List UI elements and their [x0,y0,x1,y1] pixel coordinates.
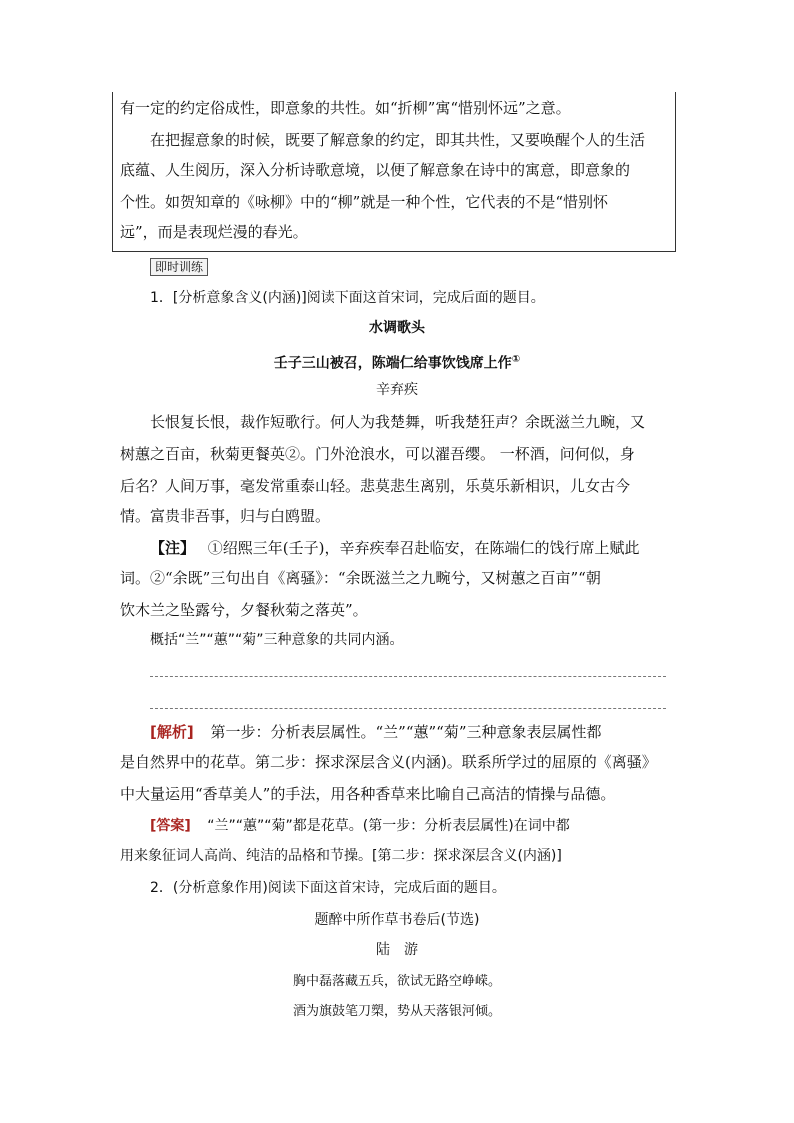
poem-line-4: 情。富贵非吾事，归与白鸥盟。 [120,507,331,525]
poem-author: 辛弃疾 [376,382,418,398]
note-label: 【注】 [150,539,196,557]
box-line-3: 底蕴、人生阅历，深入分析诗歌意境，以便了解意象在诗中的寓意，即意象的 [120,161,631,179]
poem-line-2: 树蕙之百亩，秋菊更餐英②。门外沧浪水，可以濯吾缨。 一杯酒，问何似，身 [120,445,635,463]
analysis-line-3: 中大量运用“香草美人”的手法，用各种香草来比喻自己高洁的情操与品德。 [120,785,616,803]
answer-blank-line-1 [150,676,666,677]
question-1-prompt: 1．[分析意象含义(内涵)]阅读下面这首宋词，完成后面的题目。 [150,290,545,306]
note-line-1: ①绍熙三年(壬子)，辛弃疾奉召赴临安，在陈端仁的饯行席上赋此 [207,539,640,557]
poem-line-3: 后名？人间万事，毫发常重泰山轻。悲莫悲生离别，乐莫乐新相识，儿女古今 [120,477,631,495]
poem-2-author: 陆 游 [376,942,418,958]
box-line-2: 在把握意象的时候，既要了解意象的约定，即其共性，又要唤醒个人的生活 [150,131,646,149]
answer-line-1: “兰”“蕙”“菊”都是花草。(第一步：分析表层属性)在词中都 [207,818,570,834]
poem-2-line-2: 酒为旗鼓笔刀槊，势从天落银河倾。 [292,1004,501,1019]
answer-label: [答案] [150,818,191,834]
poem-line-1: 长恨复长恨，裁作短歌行。何人为我楚舞，听我楚狂声？余既滋兰九畹，又 [150,413,646,431]
answer-line-2: 用来象征词人高尚、纯洁的品格和节操。[第二步：探求深层含义(内涵)] [120,848,562,864]
question-1-ask: 概括“兰”“蕙”“菊”三种意象的共同内涵。 [150,632,404,648]
answer-blank-line-2 [150,708,666,709]
box-line-4: 个性。如贺知章的《咏柳》中的“柳”就是一种个性，它代表的不是“惜别怀 [120,193,609,211]
analysis-line-2: 是自然界中的花草。第二步：探求深层含义(内涵)。联系所学过的屈原的《离骚》 [120,753,657,771]
question-2-prompt: 2．(分析意象作用)阅读下面这首宋诗，完成后面的题目。 [150,880,506,896]
analysis-line-1: 第一步：分析表层属性。“兰”“蕙”“菊”三种意象表层属性都 [210,723,602,741]
poem-subtitle [0,350,794,374]
poem-2-title: 题醉中所作草书卷后(节选) [314,912,480,928]
box-line-5: 远”，而是表现烂漫的春光。 [120,223,308,241]
note-row [150,538,640,558]
poem-title: 水调歌头 [369,320,425,336]
poem-2-line-1: 胸中磊落藏五兵，欲试无路空峥嵘。 [292,974,501,989]
note-line-3: 饮木兰之坠露兮，夕餐秋菊之落英”。 [120,601,368,619]
section-tag: 即时训练 [150,258,208,276]
analysis-label: [解析] [150,723,194,741]
note-mark-1: ① [511,354,521,365]
poem-subtitle-text: 壬子三山被召，陈端仁给事饮饯席上作 [273,355,512,372]
note-line-2: 词。②“余既”三句出自《离骚》：“余既滋兰之九畹兮，又树蕙之百亩”“朝 [120,569,601,587]
answer-row [150,816,570,836]
analysis-row [150,722,602,742]
box-line-1: 有一定的约定俗成性，即意象的共性。如“折柳”寓“惜别怀远”之意。 [120,99,571,117]
